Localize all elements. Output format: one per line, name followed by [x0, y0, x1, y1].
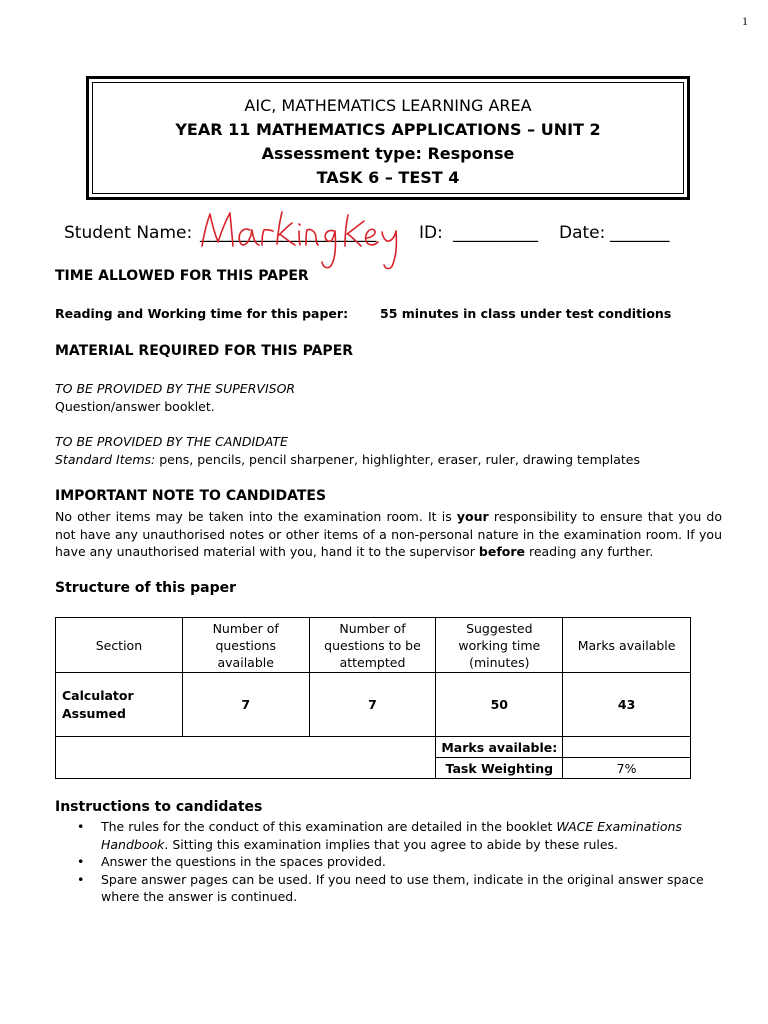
material-heading: MATERIAL REQUIRED FOR THIS PAPER [55, 343, 354, 359]
bullet-icon: • [77, 871, 85, 887]
date-label: Date: [559, 223, 606, 243]
student-name-label: Student Name: [64, 223, 193, 243]
cell-questions-available: 7 [182, 673, 309, 737]
header-working-time: Suggested working time (minutes) [436, 618, 563, 673]
supervisor-items: Question/answer booklet. [55, 399, 215, 414]
list-item [55, 871, 715, 906]
title-line-3: Assessment type: Response [261, 144, 515, 163]
handwritten-signature [198, 204, 404, 276]
marks-available-row [56, 737, 691, 758]
bullet-icon: • [77, 819, 85, 834]
candidate-heading: TO BE PROVIDED BY THE CANDIDATE [55, 434, 288, 449]
note-emphasis-your: your [456, 509, 489, 524]
list-item [55, 818, 715, 853]
instruction-1-rest: . Sitting this examination implies that you agree to abide by these rules. [164, 836, 619, 852]
candidate-items-prefix: Standard Items: [55, 452, 156, 467]
date-blank[interactable]: _______ [610, 223, 670, 243]
table-header-row [56, 618, 691, 673]
note-part-1: No other items may be taken into the examination room. It is [55, 509, 457, 524]
student-name-blank[interactable]: ________________________ [200, 223, 376, 243]
cell-questions-attempted: 7 [309, 673, 436, 737]
id-label: ID: [419, 223, 443, 243]
instructions-heading: Instructions to candidates [55, 799, 263, 815]
important-note-heading: IMPORTANT NOTE TO CANDIDATES [55, 488, 327, 504]
title-box [86, 76, 690, 200]
time-heading: TIME ALLOWED FOR THIS PAPER [55, 268, 309, 284]
marks-available-label: Marks available: [436, 737, 563, 758]
candidate-items [55, 452, 640, 467]
instruction-1-text: The rules for the conduct of this examination are detailed in the booklet [101, 819, 557, 834]
cell-marks: 43 [563, 673, 691, 737]
cell-working-time: 50 [436, 673, 563, 737]
instruction-2-text: Answer the questions in the spaces provided. [101, 854, 386, 869]
cell-section: Calculator Assumed [56, 673, 183, 737]
supervisor-heading: TO BE PROVIDED BY THE SUPERVISOR [55, 381, 296, 396]
structure-heading: Structure of this paper [55, 580, 237, 596]
title-line-2: YEAR 11 MATHEMATICS APPLICATIONS – UNIT 2 [175, 120, 601, 139]
instructions-list [55, 818, 715, 906]
header-section: Section [56, 618, 183, 673]
task-weighting-label: Task Weighting [436, 758, 563, 779]
candidate-items-list: pens, pencils, pencil sharpener, highlighter, eraser, ruler, drawing templates [155, 452, 640, 467]
important-note-text [55, 508, 722, 561]
bullet-icon: • [77, 854, 85, 869]
instruction-3-text: Spare answer pages can be used. If you need to use them, indicate in the original answer space where the answer is continued. [101, 871, 704, 904]
note-part-2: responsibility to ensure that you do not have any unauthorised notes or other items of a non-personal nature in the examination room. If you have any unauthorised material with you, hand it to the supervisor [55, 509, 722, 559]
note-part-3: reading any further. [524, 544, 654, 559]
task-weighting-value: 7% [563, 758, 691, 779]
time-label: Reading and Working time for this paper: [55, 306, 349, 321]
marks-available-value [563, 737, 691, 758]
note-emphasis-before: before [478, 544, 525, 559]
header-marks-available: Marks available [563, 618, 691, 673]
instruction-1-booklet: WACE Examinations Handbook [101, 819, 682, 852]
id-blank[interactable]: __________ [453, 223, 538, 243]
structure-table [55, 617, 691, 779]
header-questions-attempted: Number of questions to be attempted [309, 618, 436, 673]
title-line-4: TASK 6 – TEST 4 [316, 168, 460, 187]
table-row [56, 673, 691, 737]
page-number: 1 [742, 14, 748, 28]
header-questions-available: Number of questions available [182, 618, 309, 673]
empty-cell [56, 737, 436, 779]
list-item [55, 853, 715, 871]
time-value: 55 minutes in class under test conditions [380, 306, 672, 321]
title-line-1: AIC, MATHEMATICS LEARNING AREA [244, 96, 532, 115]
